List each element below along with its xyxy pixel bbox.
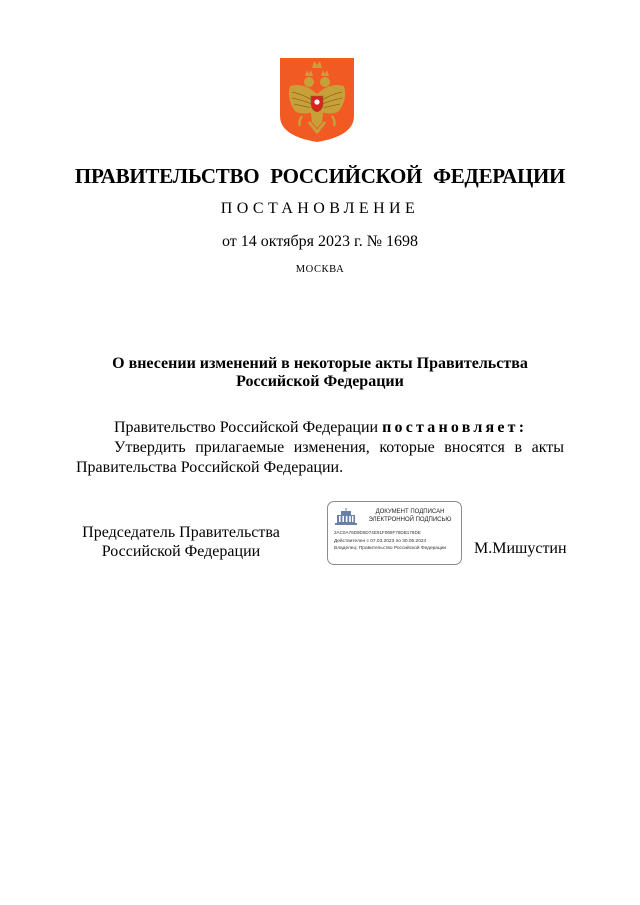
resolution-paragraph <box>76 418 564 438</box>
signer-position <box>76 523 286 561</box>
document-type: ПОСТАНОВЛЕНИЕ <box>220 200 420 217</box>
stamp-owner: Владелец: Правительство Российской Федерации <box>334 546 447 551</box>
stamp-validity: Действителен с 07.03.2023 по 30.05.2024 <box>334 539 427 544</box>
document-date-number: от 14 октября 2023 г. № 1698 <box>221 233 418 250</box>
stamp-title-line-1: ДОКУМЕНТ ПОДПИСАН <box>375 509 445 515</box>
approval-paragraph: Утвердить прилагаемые изменения, которые вносятся в акты Правительства Российской Федерации. <box>76 439 564 476</box>
resolution-intro: Правительство Российской Федерации <box>114 419 383 436</box>
resolution-verb: постановляет: <box>382 419 528 436</box>
document-city: МОСКВА <box>295 264 345 275</box>
electronic-signature-stamp <box>327 501 462 565</box>
signer-position-line-2: Российской Федерации <box>101 543 261 560</box>
government-title: ПРАВИТЕЛЬСТВО РОССИЙСКОЙ ФЕДЕРАЦИИ <box>74 164 566 188</box>
russian-coat-of-arms-icon <box>276 56 358 144</box>
stamp-title <box>362 508 458 524</box>
document-body <box>76 418 564 478</box>
subject-line-1: О внесении изменений в некоторые акты Правительства <box>112 355 528 372</box>
government-building-icon <box>334 508 358 526</box>
stamp-certificate-serial: 2AC0A76D9D5D74E91F069F78DB178DE <box>334 530 421 535</box>
stamp-title-line-2: ЭЛЕКТРОННОЙ ПОДПИСЬЮ <box>368 517 452 523</box>
document-subject <box>0 355 640 391</box>
signer-name: М.Мишустин <box>474 540 567 557</box>
subject-line-2: Российской Федерации <box>236 373 404 390</box>
signer-position-line-1: Председатель Правительства <box>82 524 280 541</box>
